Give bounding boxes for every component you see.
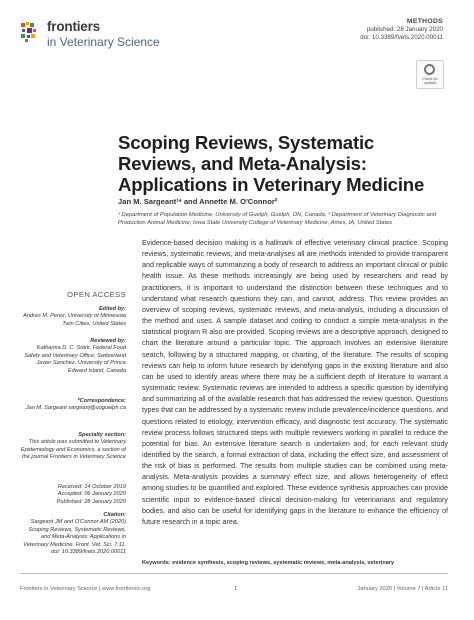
- published-date: published: 28 January 2020: [366, 26, 443, 33]
- citation-block: [20, 512, 126, 556]
- received-date: Received: 14 October 2019: [57, 484, 126, 490]
- article-type: METHODS: [406, 18, 443, 25]
- reviewed-by-value: Katharina D. C. Stärk, Federal Food Safety and Veterinary Office, Switzerland Javier Sanchez, University of Prince Edward Island, Canada: [24, 345, 126, 374]
- journal-logo: [19, 18, 159, 50]
- specialty-label: Specialty section:: [78, 432, 126, 438]
- citation-label: Citation:: [103, 512, 126, 518]
- correspondence-value[interactable]: Jan M. Sargeant sargeanj@uoguelph.ca: [25, 405, 126, 412]
- correspondence-label: *Correspondence:: [77, 398, 126, 404]
- footer-issue: January 2020 | Volume 7 | Article 11: [357, 586, 448, 592]
- article-title: Scoping Reviews, Systematic Reviews, and Meta-Analysis: Applications in Veterinary Medicine: [118, 132, 425, 195]
- published-date-sidebar: Published: 28 January 2020: [56, 498, 126, 505]
- specialty-value: This article was submitted to Veterinary Epidemiology and Economics, a section of the journal Frontiers in Veterinary Science: [20, 439, 126, 461]
- keywords: Keywords: evidence synthesis, scoping reviews, systematic reviews, meta-analysis, veterinary: [142, 560, 395, 566]
- edited-by-value: Andres M. Perez, University of Minnesota Twin Cities, United States: [23, 313, 126, 327]
- page-number: 1: [234, 586, 238, 592]
- abstract-text: Evidence-based decision making is a hallmark of effective veterinary clinical practice. Scoping reviews, systematic reviews, and meta-analyses all are methods intended to provide transparent and replicable ways of summarizing a body of research to address an important clinical or public health issue. As these methods increasingly are being used by researchers and read by practitioners, it is important to understand the distinction between these techniques and to understand what research questions they can, and cannot, address. This review provides an overview of scoping reviews, systematic reviews, and meta-analysis, including a discussion of the method and uses. A sample dataset and coding to conduct a simple meta-analysis in the statistical program R also are provided. Scoping reviews are a descriptive approach, designed to chart the literature around a particular topic. The approach involves an extensive literature search, following by a structured mapping, or charting, of the literature. The results of scoping reviews can help to inform future research by identifying gaps in the existing literature and also can be used to identify areas where there may be a sufficient depth of literature to warrant a systematic review. Systematic reviews are intended to address a specific question by identifying and summarizing all of the available research that has addressed the review question. Questions types that can be addressed by a systematic review include prevalence/incidence questions, and questions related to etiology, intervention efficacy, and diagnostic test accuracy. The systematic review process follows structured steps with multiple reviewers working in parallel to reduce the potential for bias. An extensive literature search is undertaken and, for each relevant study identified by the search, a formal extraction of data, including the effect size, and assessment of the risk of bias is performed. The results from multiple studies can be combined using meta-analysis. Meta-analysis provides a summary effect size, and allows heterogeneity of effect among studies to be quantified and explored. These evidence synthesis approaches can provide scientific input to evidence-based clinical decision-making for veterinarians and regulatory bodies, and also can be useful for identifying gaps in the literature to enhance the efficiency of future research in a topic area.: [142, 239, 448, 526]
- correspondence-block: [20, 398, 126, 413]
- brand-name: frontiers: [47, 19, 100, 34]
- frontiers-logo-icon: [19, 20, 43, 44]
- doi: doi: 10.3389/fvets.2020.00011: [360, 34, 443, 41]
- check-updates-label: Check for updates: [422, 77, 438, 85]
- affiliations: ¹ Department of Population Medicine, University of Guelph, Guelph, ON, Canada, ² Department of Veterinary Diagnostic and Production Animal Medicine, Iowa State University College of Veterinary Medicine, Ames, IA, United States: [118, 212, 437, 226]
- article-meta: [360, 18, 443, 42]
- check-for-updates-badge[interactable]: [416, 60, 444, 89]
- citation-value: Sargeant JM and O'Connor AM (2020) Scoping Reviews, Systematic Reviews, and Meta-Analysis: Applications in Veterinary Medicine. Front. Vet. Sci. 7:11. doi: 10.3389/fvets.2020.00011: [23, 519, 126, 556]
- specialty-block: [20, 432, 126, 462]
- reviewed-by-label: Reviewed by:: [90, 338, 126, 344]
- reviewed-by-block: [20, 338, 126, 375]
- footer-divider: [20, 573, 448, 574]
- update-check-icon: [424, 64, 435, 75]
- authors: Jan M. Sargeant¹* and Annette M. O'Connor²: [118, 197, 278, 206]
- open-access-label: OPEN ACCESS: [67, 290, 126, 299]
- journal-name: in Veterinary Science: [47, 35, 160, 49]
- accepted-date: Accepted: 06 January 2020: [57, 491, 126, 498]
- edited-by-label: Edited by:: [98, 306, 126, 312]
- dates-block: [20, 484, 126, 506]
- edited-by-block: [20, 306, 126, 328]
- footer-journal: Frontiers in Veterinary Science | www.frontiersin.org: [20, 586, 151, 592]
